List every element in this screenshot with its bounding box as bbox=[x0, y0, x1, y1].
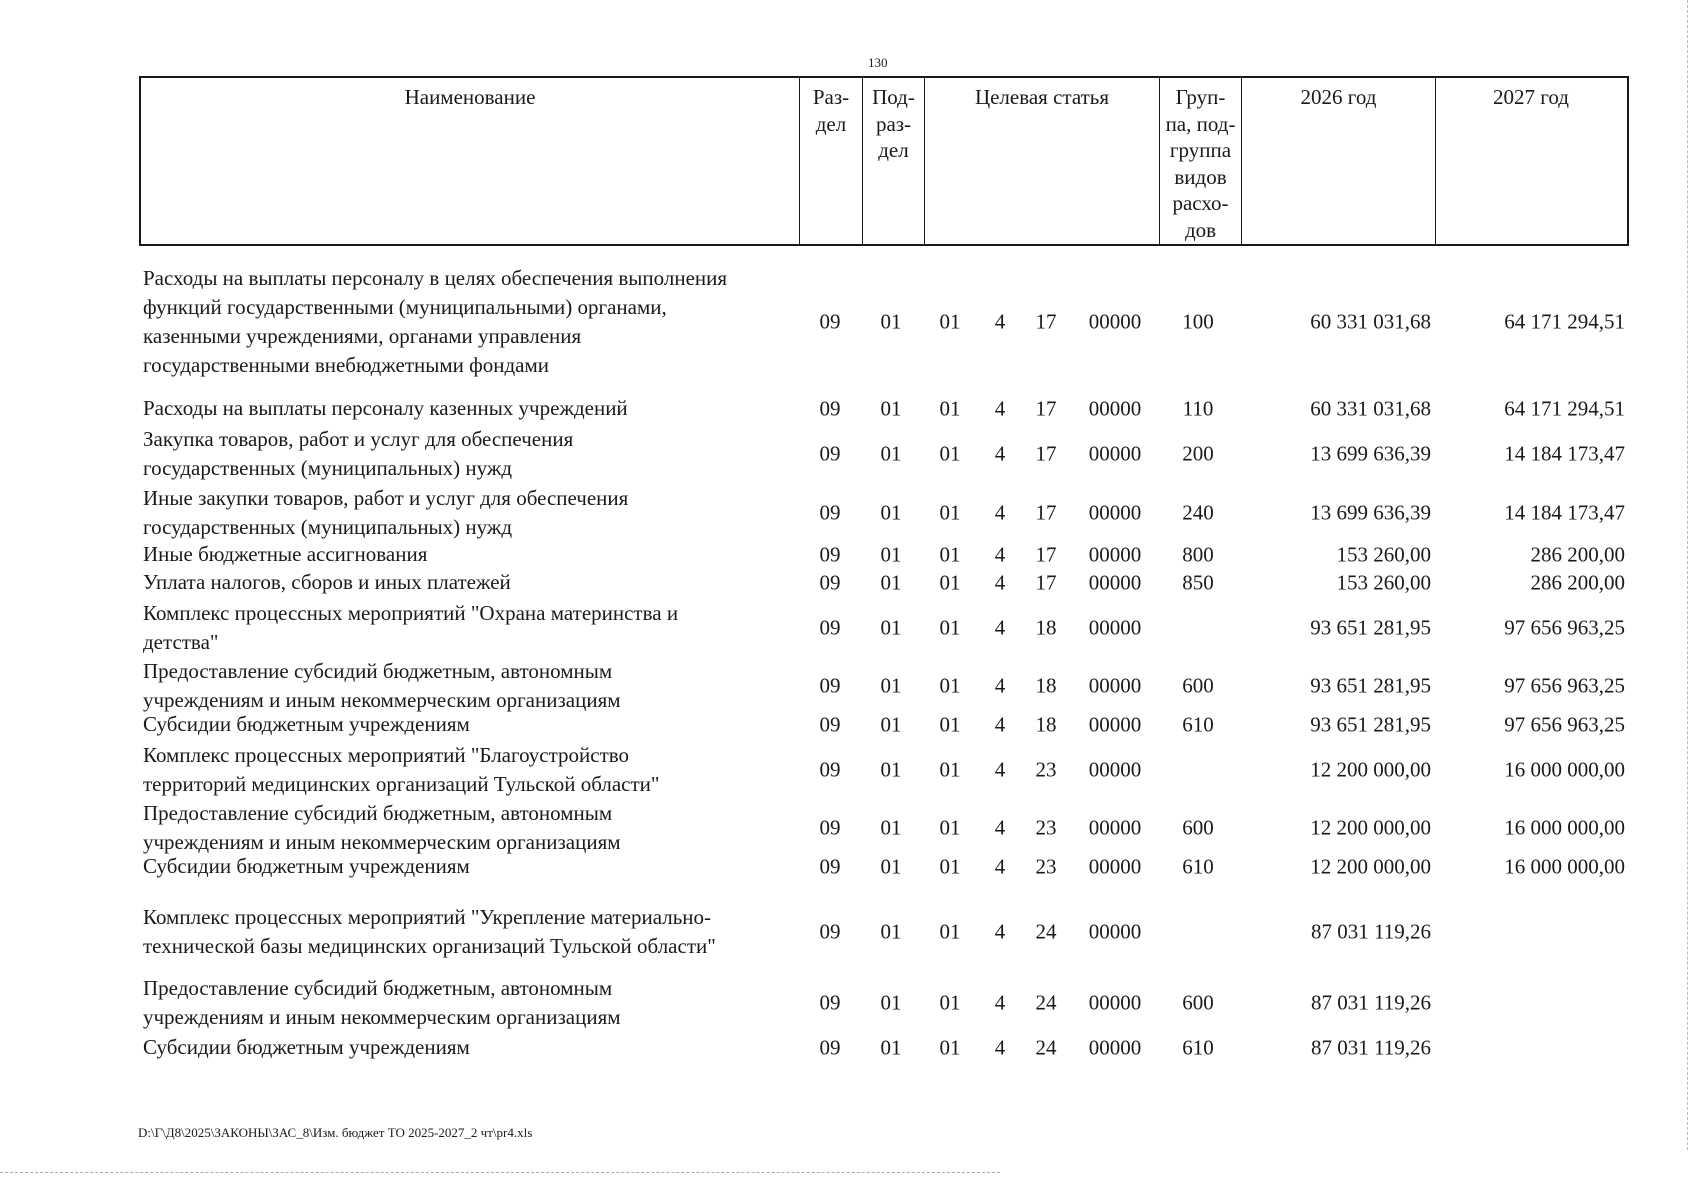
cell-target-program: 01 bbox=[939, 919, 961, 944]
cell-2027: 16 000 000,00 bbox=[1504, 854, 1625, 878]
cell-target-type: 4 bbox=[994, 500, 1006, 525]
row-name-line: государственными внебюджетными фондами bbox=[143, 353, 550, 377]
cell-target-type: 4 bbox=[994, 673, 1006, 698]
row-name bbox=[143, 599, 803, 657]
cell-target-program: 01 bbox=[939, 500, 961, 525]
cell-target-program: 01 bbox=[939, 441, 961, 466]
cell-podrazdel: 01 bbox=[880, 542, 902, 566]
row-name-line: Закупка товаров, работ и услуг для обеспечения bbox=[143, 427, 574, 451]
cell-2026: 13 699 636,39 bbox=[1310, 441, 1431, 466]
cell-group: 800 bbox=[1182, 542, 1214, 566]
cell-target-item: 17 bbox=[1035, 500, 1057, 525]
row-name-line: Субсидии бюджетным учреждениям bbox=[143, 854, 470, 878]
cell-target-type: 4 bbox=[994, 542, 1006, 566]
row-name bbox=[143, 394, 803, 423]
cell-target-code: 00000 bbox=[1088, 757, 1142, 782]
cell-target-item: 17 bbox=[1035, 441, 1057, 466]
cell-razdel: 09 bbox=[819, 615, 841, 640]
cell-group: 600 bbox=[1182, 990, 1214, 1015]
cell-2027: 97 656 963,25 bbox=[1504, 673, 1625, 698]
row-name-line: государственных (муниципальных) нужд bbox=[143, 456, 513, 480]
cell-2026: 93 651 281,95 bbox=[1310, 673, 1431, 698]
cell-podrazdel: 01 bbox=[880, 854, 902, 878]
cell-group: 610 bbox=[1182, 854, 1214, 878]
cell-2026: 60 331 031,68 bbox=[1310, 396, 1431, 420]
cell-target-item: 18 bbox=[1035, 615, 1057, 640]
cell-2026: 87 031 119,26 bbox=[1311, 990, 1431, 1015]
cell-target-type: 4 bbox=[994, 757, 1006, 782]
cell-target-type: 4 bbox=[994, 712, 1006, 736]
cell-target-item: 23 bbox=[1035, 815, 1057, 840]
row-name-line: казенными учреждениями, органами управления bbox=[143, 324, 582, 348]
cell-target-program: 01 bbox=[939, 542, 961, 566]
header-line: раз- bbox=[875, 111, 912, 136]
cell-target-item: 17 bbox=[1035, 570, 1057, 594]
cell-target-code: 00000 bbox=[1088, 919, 1142, 944]
cell-target-item: 18 bbox=[1035, 673, 1057, 698]
cell-2026: 12 200 000,00 bbox=[1310, 854, 1431, 878]
cell-group: 850 bbox=[1182, 570, 1214, 594]
cell-razdel: 09 bbox=[819, 815, 841, 840]
cell-target-code: 00000 bbox=[1088, 542, 1142, 566]
row-name bbox=[143, 484, 803, 542]
row-name bbox=[143, 425, 803, 483]
cell-target-code: 00000 bbox=[1088, 990, 1142, 1015]
cell-target-item: 23 bbox=[1035, 854, 1057, 878]
cell-group: 600 bbox=[1182, 815, 1214, 840]
cell-2026: 60 331 031,68 bbox=[1310, 309, 1431, 334]
row-name-line: Предоставление субсидий бюджетным, автономным bbox=[143, 976, 613, 1000]
cell-target-program: 01 bbox=[939, 990, 961, 1015]
row-name bbox=[143, 741, 803, 799]
cell-group: 100 bbox=[1182, 309, 1214, 334]
row-name-line: государственных (муниципальных) нужд bbox=[143, 515, 513, 539]
cell-target-type: 4 bbox=[994, 441, 1006, 466]
row-name bbox=[143, 852, 803, 881]
cell-2027: 97 656 963,25 bbox=[1504, 615, 1625, 640]
header-2026: 2026 год bbox=[1242, 78, 1436, 244]
cell-target-code: 00000 bbox=[1088, 673, 1142, 698]
row-name bbox=[143, 903, 803, 961]
cell-target-type: 4 bbox=[994, 309, 1006, 334]
header-line: видов bbox=[1174, 164, 1227, 189]
header-podrazdel bbox=[863, 78, 925, 244]
cell-podrazdel: 01 bbox=[880, 615, 902, 640]
header-line: расхо- bbox=[1172, 191, 1229, 215]
header-name: Наименование bbox=[141, 78, 800, 244]
cell-target-type: 4 bbox=[994, 919, 1006, 944]
cell-podrazdel: 01 bbox=[880, 309, 902, 334]
cell-2027: 64 171 294,51 bbox=[1504, 309, 1625, 334]
cell-target-program: 01 bbox=[939, 615, 961, 640]
cell-target-code: 00000 bbox=[1088, 1035, 1142, 1059]
cell-podrazdel: 01 bbox=[880, 673, 902, 698]
cell-razdel: 09 bbox=[819, 396, 841, 420]
cell-razdel: 09 bbox=[819, 309, 841, 334]
cell-podrazdel: 01 bbox=[880, 570, 902, 594]
cell-target-item: 17 bbox=[1035, 309, 1057, 334]
row-name-line: Комплекс процессных мероприятий "Охрана материнства и bbox=[143, 601, 679, 625]
header-target: Целевая статья bbox=[925, 78, 1160, 244]
cell-target-code: 00000 bbox=[1088, 309, 1142, 334]
cell-target-code: 00000 bbox=[1088, 500, 1142, 525]
cell-target-code: 00000 bbox=[1088, 712, 1142, 736]
cell-group: 610 bbox=[1182, 1035, 1214, 1059]
header-line: группа bbox=[1169, 138, 1232, 162]
row-name-line: Субсидии бюджетным учреждениям bbox=[143, 712, 470, 736]
cell-razdel: 09 bbox=[819, 854, 841, 878]
cell-target-item: 24 bbox=[1035, 919, 1057, 944]
cell-razdel: 09 bbox=[819, 757, 841, 782]
cell-target-code: 00000 bbox=[1088, 815, 1142, 840]
row-name-line: функций государственными (муниципальными) органами, bbox=[143, 295, 667, 319]
cell-group: 240 bbox=[1182, 500, 1214, 525]
cell-2027: 97 656 963,25 bbox=[1504, 712, 1625, 736]
cell-target-code: 00000 bbox=[1088, 615, 1142, 640]
row-name bbox=[143, 710, 803, 739]
cell-podrazdel: 01 bbox=[880, 500, 902, 525]
header-line: Раз- bbox=[812, 85, 850, 109]
row-name-line: Комплекс процессных мероприятий "Укрепление материально- bbox=[143, 905, 712, 929]
cell-razdel: 09 bbox=[819, 441, 841, 466]
row-name-line: Предоставление субсидий бюджетным, автономным bbox=[143, 801, 613, 825]
cell-2026: 153 260,00 bbox=[1336, 570, 1431, 594]
cell-target-item: 24 bbox=[1035, 1035, 1057, 1059]
cell-target-program: 01 bbox=[939, 673, 961, 698]
header-2027: 2027 год bbox=[1493, 85, 1569, 109]
cell-group: 200 bbox=[1182, 441, 1214, 466]
cell-podrazdel: 01 bbox=[880, 757, 902, 782]
cell-podrazdel: 01 bbox=[880, 441, 902, 466]
cell-2026: 93 651 281,95 bbox=[1310, 712, 1431, 736]
cell-target-code: 00000 bbox=[1088, 854, 1142, 878]
cell-razdel: 09 bbox=[819, 1035, 841, 1059]
cell-target-code: 00000 bbox=[1088, 570, 1142, 594]
table-header bbox=[139, 76, 1629, 246]
cell-target-type: 4 bbox=[994, 396, 1006, 420]
file-path-footer: D:\Г\Д8\2025\ЗАКОНЫ\ЗАС_8\Изм. бюджет ТО 2025-2027_2 чт\pr4.xls bbox=[138, 1125, 533, 1140]
scan-artifact-line bbox=[0, 1172, 1000, 1173]
row-name-line: Иные бюджетные ассигнования bbox=[143, 542, 428, 566]
cell-podrazdel: 01 bbox=[880, 919, 902, 944]
cell-target-type: 4 bbox=[994, 570, 1006, 594]
cell-podrazdel: 01 bbox=[880, 396, 902, 420]
row-name-line: Предоставление субсидий бюджетным, автономным bbox=[143, 659, 613, 683]
cell-target-program: 01 bbox=[939, 1035, 961, 1059]
cell-target-item: 18 bbox=[1035, 712, 1057, 736]
row-name-line: Комплекс процессных мероприятий "Благоустройство bbox=[143, 743, 630, 767]
cell-2027: 64 171 294,51 bbox=[1504, 396, 1625, 420]
cell-target-item: 23 bbox=[1035, 757, 1057, 782]
cell-razdel: 09 bbox=[819, 570, 841, 594]
header-line: дел bbox=[878, 138, 909, 162]
header-line: па, под- bbox=[1165, 111, 1236, 136]
cell-2026: 12 200 000,00 bbox=[1310, 757, 1431, 782]
cell-podrazdel: 01 bbox=[880, 815, 902, 840]
cell-razdel: 09 bbox=[819, 500, 841, 525]
row-name bbox=[143, 799, 803, 857]
cell-group: 600 bbox=[1182, 673, 1214, 698]
row-name-line: учреждениям и иным некоммерческим организациям bbox=[143, 1005, 621, 1029]
row-name bbox=[143, 657, 803, 715]
cell-podrazdel: 01 bbox=[880, 1035, 902, 1059]
cell-podrazdel: 01 bbox=[880, 990, 902, 1015]
cell-2027: 286 200,00 bbox=[1530, 570, 1625, 594]
cell-target-program: 01 bbox=[939, 712, 961, 736]
cell-target-program: 01 bbox=[939, 815, 961, 840]
cell-target-code: 00000 bbox=[1088, 441, 1142, 466]
cell-target-code: 00000 bbox=[1088, 396, 1142, 420]
cell-2026: 153 260,00 bbox=[1336, 542, 1431, 566]
row-name-line: Уплата налогов, сборов и иных платежей bbox=[143, 570, 511, 594]
cell-group: 110 bbox=[1182, 396, 1214, 420]
cell-target-type: 4 bbox=[994, 615, 1006, 640]
cell-2027: 286 200,00 bbox=[1530, 542, 1625, 566]
cell-target-item: 24 bbox=[1035, 990, 1057, 1015]
cell-2026: 93 651 281,95 bbox=[1310, 615, 1431, 640]
row-name-line: Расходы на выплаты персоналу в целях обеспечения выполнения bbox=[143, 266, 728, 290]
row-name bbox=[143, 974, 803, 1032]
cell-group: 610 bbox=[1182, 712, 1214, 736]
cell-2027: 16 000 000,00 bbox=[1504, 757, 1625, 782]
row-name-line: учреждениям и иным некоммерческим организациям bbox=[143, 830, 621, 854]
row-name bbox=[143, 1033, 803, 1062]
cell-2026: 13 699 636,39 bbox=[1310, 500, 1431, 525]
row-name-line: территорий медицинских организаций Тульской области" bbox=[143, 772, 660, 796]
cell-target-program: 01 bbox=[939, 854, 961, 878]
cell-target-item: 17 bbox=[1035, 542, 1057, 566]
row-name-line: учреждениям и иным некоммерческим организациям bbox=[143, 688, 621, 712]
cell-razdel: 09 bbox=[819, 919, 841, 944]
cell-2027: 14 184 173,47 bbox=[1504, 500, 1625, 525]
cell-2026: 12 200 000,00 bbox=[1310, 815, 1431, 840]
cell-razdel: 09 bbox=[819, 673, 841, 698]
row-name-line: детства" bbox=[143, 630, 219, 654]
cell-target-program: 01 bbox=[939, 570, 961, 594]
header-razdel bbox=[800, 78, 863, 244]
cell-target-type: 4 bbox=[994, 990, 1006, 1015]
cell-target-type: 4 bbox=[994, 1035, 1006, 1059]
header-line: Груп- bbox=[1175, 85, 1226, 109]
cell-target-program: 01 bbox=[939, 757, 961, 782]
row-name-line: Расходы на выплаты персоналу казенных учреждений bbox=[143, 396, 628, 420]
row-name-line: Иные закупки товаров, работ и услуг для обеспечения bbox=[143, 486, 629, 510]
header-line: дов bbox=[1184, 217, 1217, 242]
row-name bbox=[143, 540, 803, 569]
cell-target-program: 01 bbox=[939, 309, 961, 334]
header-group bbox=[1160, 78, 1242, 244]
row-name bbox=[143, 568, 803, 597]
cell-2027: 14 184 173,47 bbox=[1504, 441, 1625, 466]
row-name bbox=[143, 264, 803, 380]
cell-target-type: 4 bbox=[994, 854, 1006, 878]
cell-razdel: 09 bbox=[819, 542, 841, 566]
cell-razdel: 09 bbox=[819, 990, 841, 1015]
cell-target-item: 17 bbox=[1035, 396, 1057, 420]
cell-razdel: 09 bbox=[819, 712, 841, 736]
header-line: дел bbox=[815, 111, 847, 136]
row-name-line: Субсидии бюджетным учреждениям bbox=[143, 1035, 470, 1059]
cell-podrazdel: 01 bbox=[880, 712, 902, 736]
row-name-line: технической базы медицинских организаций Тульской области" bbox=[143, 934, 716, 958]
cell-2026: 87 031 119,26 bbox=[1311, 919, 1431, 944]
cell-2027: 16 000 000,00 bbox=[1504, 815, 1625, 840]
cell-target-type: 4 bbox=[994, 815, 1006, 840]
header-line: Под- bbox=[872, 85, 915, 109]
scan-edge-line bbox=[1687, 0, 1688, 1150]
cell-2026: 87 031 119,26 bbox=[1311, 1035, 1431, 1059]
page-number: 130 bbox=[868, 55, 888, 70]
cell-target-program: 01 bbox=[939, 396, 961, 420]
